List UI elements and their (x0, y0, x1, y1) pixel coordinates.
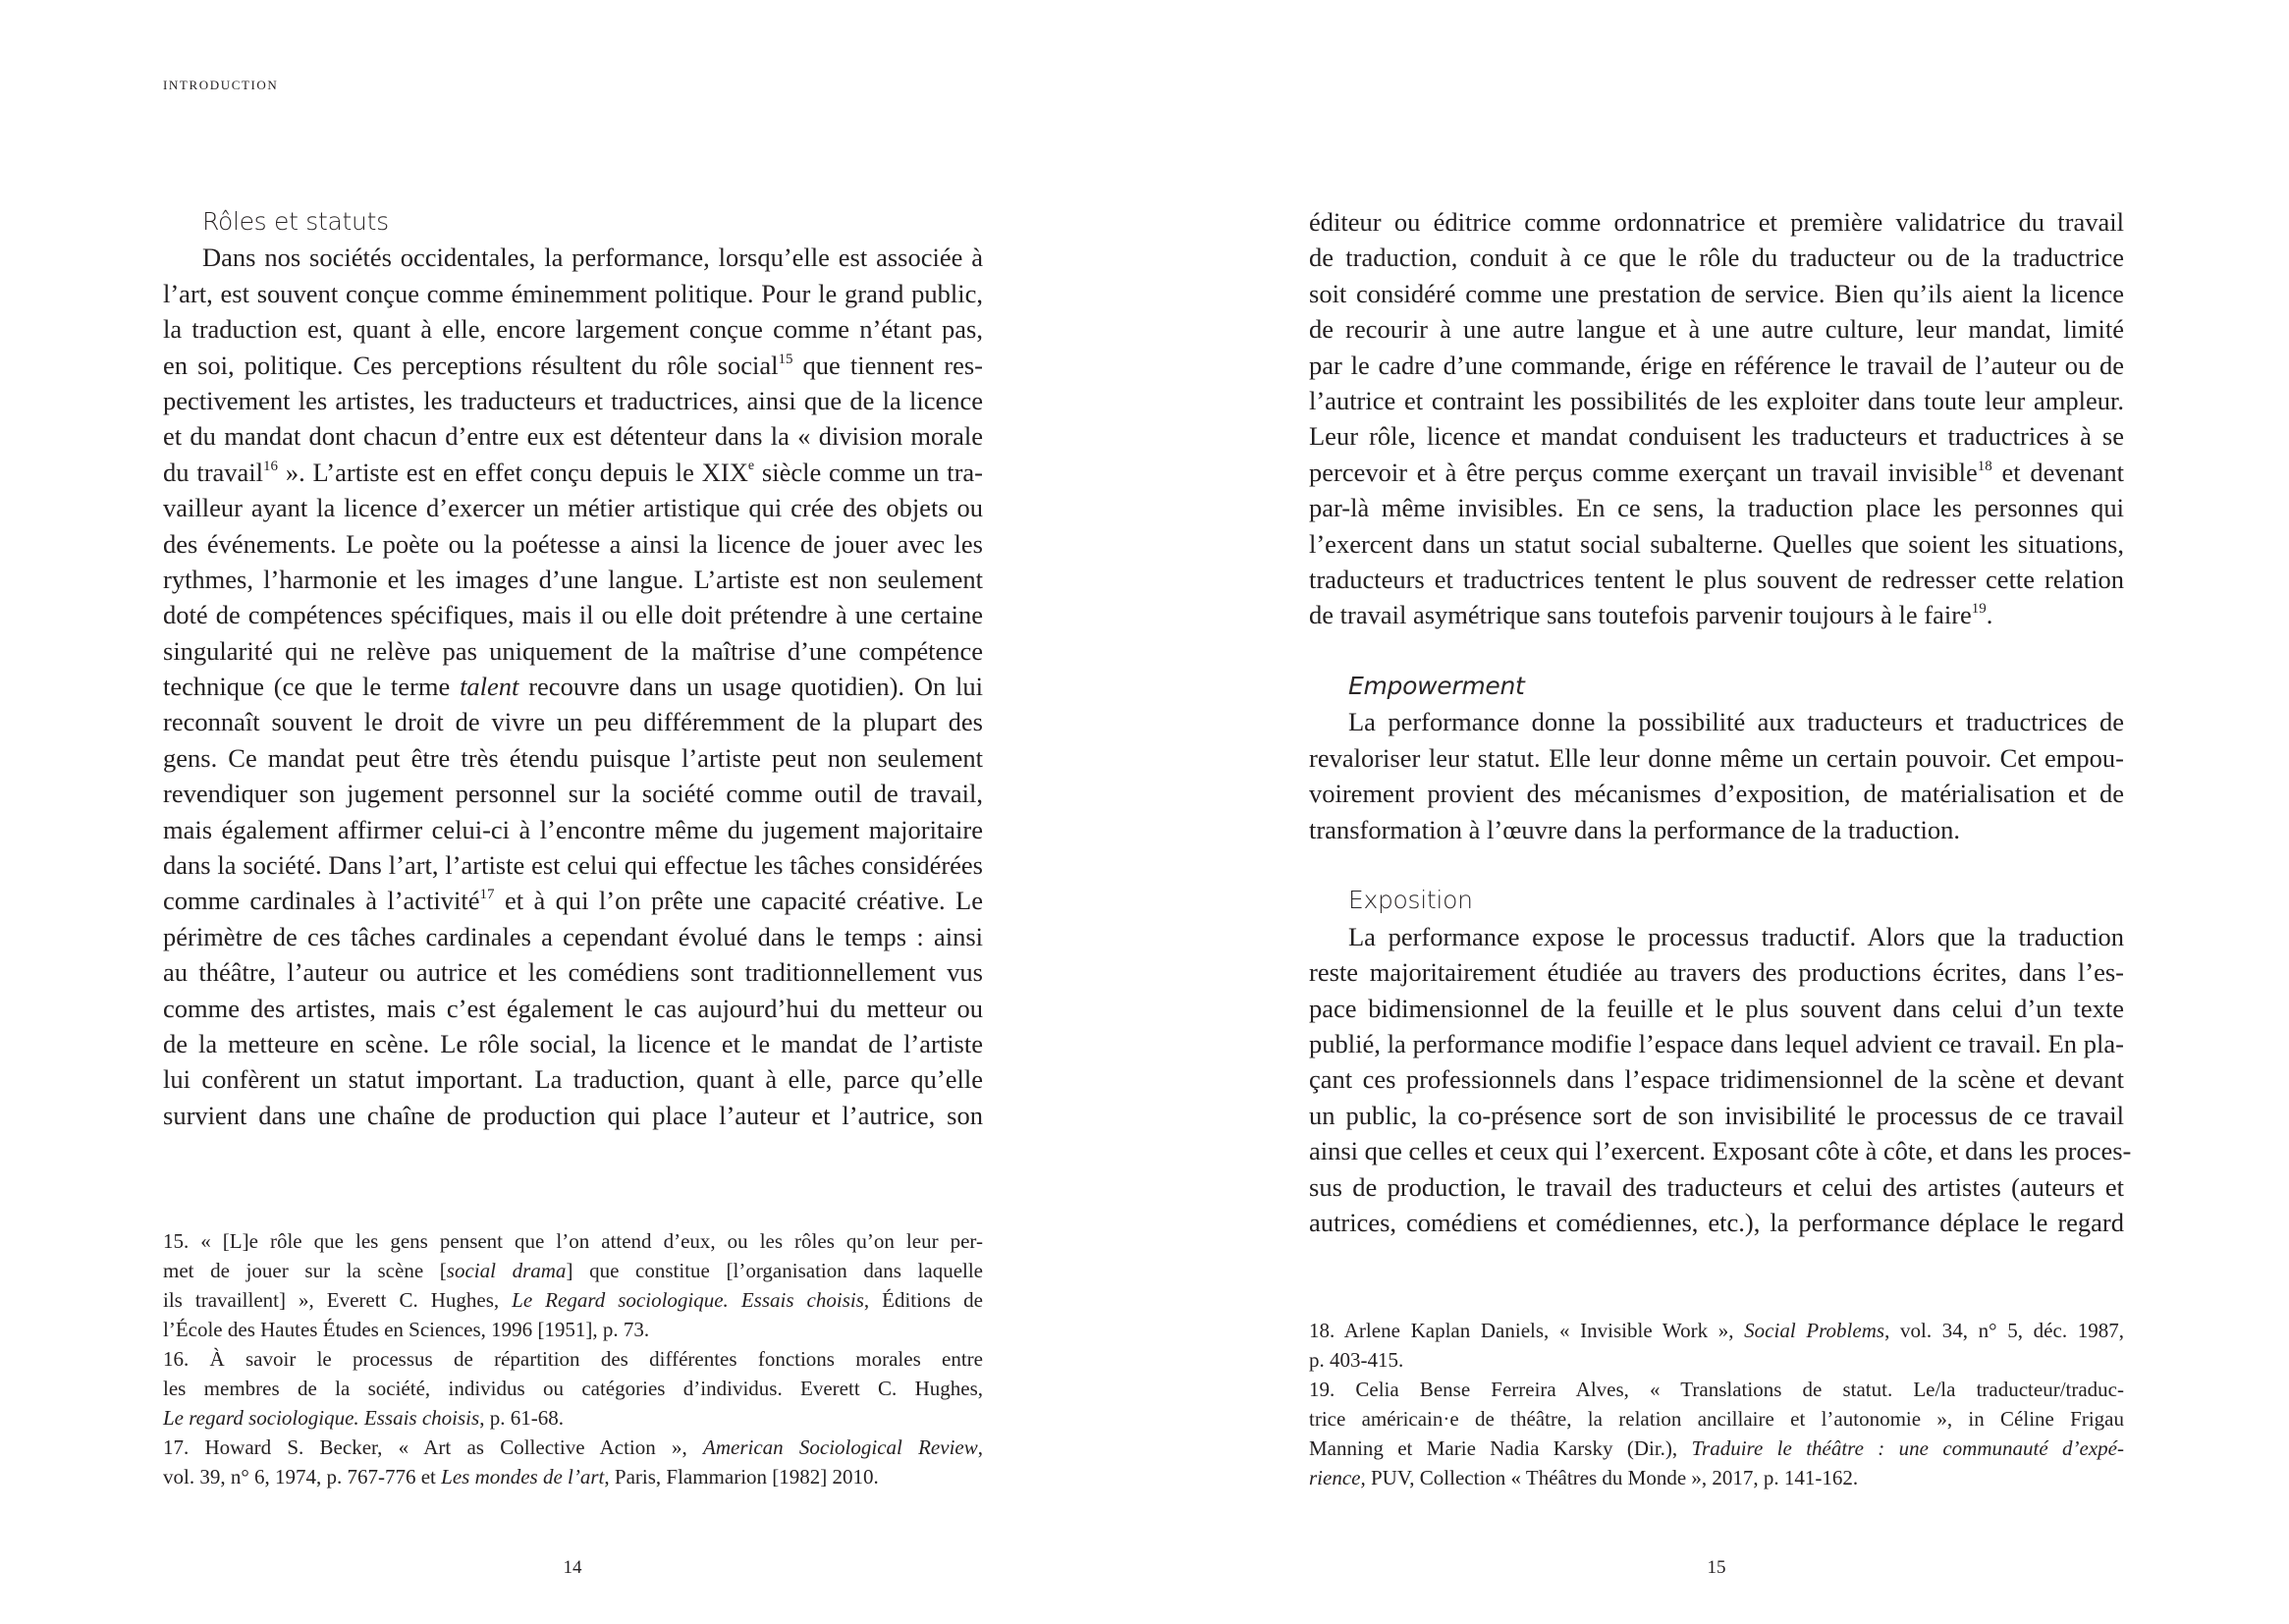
body-line (1309, 1098, 2124, 1133)
body-line (163, 669, 983, 704)
footnote-line (1309, 1375, 2124, 1404)
text-run: de travail asymétrique sans toutefois parvenir toujours à le faire (1309, 600, 1972, 630)
text-run: percevoir et à être perçus comme exerçant un travail invisible (1309, 457, 1978, 487)
italic-text: Le Regard sociologique. Essais choisis (512, 1288, 864, 1312)
text-run: mais également affirmer celui-ci à l’encontre même du jugement majoritaire (163, 814, 983, 844)
text-run: survient dans une chaîne de production qui place l’auteur et l’autrice, son (163, 1100, 983, 1130)
text-run: La performance donne la possibilité aux traducteurs et traductrices de (1348, 707, 2124, 737)
text-run: pace bidimensionnel de la feuille et le plus souvent dans celui d’un texte (1309, 993, 2124, 1023)
text-run: p. 403-415. (1309, 1348, 1404, 1372)
text-run: ] que constitue [l’organisation dans laquelle (566, 1259, 984, 1282)
body-line (163, 633, 983, 669)
body-line (163, 490, 983, 525)
body-line (163, 240, 983, 275)
body-line (163, 597, 983, 632)
text-run: 16. À savoir le processus de répartition des différentes fonctions morales entre (163, 1347, 983, 1371)
text-run: rythmes, l’harmonie et les images d’une langue. L’artiste est non seulement (163, 564, 983, 594)
text-run: par-là même invisibles. En ce sens, la traduction place les personnes qui (1309, 493, 2124, 523)
text-run: au théâtre, l’auteur ou autrice et les comédiens sont traditionnellement vus (163, 957, 983, 988)
body-line (163, 812, 983, 847)
footnote-line (163, 1315, 983, 1344)
text-run: des événements. Le poète ou la poétesse a ainsi la licence de jouer avec les (163, 528, 983, 559)
text-run: siècle comme un tra- (754, 457, 983, 487)
body-line (1309, 455, 2124, 490)
text-run: , vol. 34, n° 5, déc. 1987, (1884, 1319, 2124, 1342)
body-line (163, 883, 983, 918)
footnote-line (163, 1462, 983, 1491)
text-run: voirement provient des mécanismes d’exposition, de matérialisation et de (1309, 779, 2124, 809)
body-line (163, 348, 983, 383)
text-run: , Éditions de (863, 1288, 983, 1312)
text-run: ils travaillent] », Everett C. Hughes, (163, 1288, 513, 1312)
text-run: que tiennent res- (792, 350, 983, 380)
text-run: . (1986, 600, 1993, 630)
text-run: comme des artistes, mais c’est également le cas aujourd’hui du metteur ou (163, 993, 983, 1023)
body-line (163, 919, 983, 954)
italic-text: Traduire le théâtre : une communauté d’expé- (1691, 1436, 2124, 1460)
text-run: sus de production, le travail des traducteurs et celui des artistes (auteurs et (1309, 1171, 2124, 1202)
text-run: l’autrice et contraint les possibilités de les exploiter dans toute leur ampleur. (1309, 385, 2124, 415)
body-line (1309, 1205, 2124, 1240)
footnote-line (1309, 1404, 2124, 1434)
body-line (163, 847, 983, 883)
body-line (1309, 1169, 2124, 1205)
text-run: Leur rôle, licence et mandat conduisent les traducteurs et traductrices à se (1309, 421, 2124, 452)
body-line (1309, 812, 2124, 847)
text-run: Manning et Marie Nadia Karsky (Dir.), (1309, 1436, 1692, 1460)
body-line (1309, 562, 2124, 597)
text-run: traducteurs et traductrices tentent le plus souvent de redresser cette relation (1309, 564, 2124, 594)
text-run: gens. Ce mandat peut être très étendu puisque l’artiste peut non seulement (163, 742, 983, 773)
italic-text: Les mondes de l’art (441, 1465, 605, 1489)
left-body-text (163, 204, 983, 1133)
page-number-right: 15 (1707, 1557, 1726, 1578)
italic-text: Le regard sociologique. Essais choisis (163, 1406, 480, 1430)
body-line (1309, 597, 2124, 632)
italic-text: talent (460, 672, 519, 702)
text-run: un public, la co-présence sort de son invisibilité le processus de ce travail (1309, 1100, 2124, 1130)
text-run: doté de compétences spécifiques, mais il ou elle doit prétendre à une certaine (163, 600, 983, 630)
text-run: l’École des Hautes Études en Sciences, 1996 [1951], p. 73. (163, 1318, 650, 1341)
footnote-line (1309, 1345, 2124, 1375)
text-run: transformation à l’œuvre dans la performance de la traduction. (1309, 814, 1960, 844)
paragraph-gap (1309, 633, 2124, 669)
body-line (1309, 1061, 2124, 1097)
text-run: recouvre dans un usage quotidien). On lui (518, 672, 983, 702)
body-line (1309, 418, 2124, 454)
body-line (1309, 490, 2124, 525)
body-line (163, 776, 983, 811)
text-run: autrices, comédiens et comédiennes, etc.), la performance déplace le regard (1309, 1207, 2124, 1237)
text-run: et devenant (1991, 457, 2124, 487)
text-run: , (977, 1435, 983, 1459)
text-run: et du mandat dont chacun d’entre eux est détenteur dans la « division morale (163, 421, 983, 452)
section-heading: Empowerment (1348, 672, 1525, 701)
text-run: soit considéré comme une prestation de service. Bien qu’ils aient la licence (1309, 278, 2124, 308)
left-footnotes (163, 1226, 983, 1491)
body-line (1309, 991, 2124, 1026)
text-run: revendiquer son jugement personnel sur la société comme outil de travail, (163, 779, 983, 809)
footnote-line (163, 1226, 983, 1256)
text-run: l’art, est souvent conçue comme éminemment politique. Pour le grand public, (163, 278, 983, 308)
body-line (1309, 204, 2124, 240)
text-run: et à qui l’on prête une capacité créative. Le (494, 886, 983, 916)
body-line (163, 954, 983, 990)
text-run: pectivement les artistes, les traducteurs et traductrices, ainsi que de la licence (163, 385, 983, 415)
text-run: ». L’artiste est en effet conçu depuis le XIX (278, 457, 748, 487)
text-run: du travail (163, 457, 264, 487)
body-line (163, 740, 983, 776)
text-run: 19. Celia Bense Ferreira Alves, « Translations de statut. Le/la traducteur/traduc- (1309, 1378, 2124, 1401)
left-page (0, 0, 1144, 1624)
text-run: 18. Arlene Kaplan Daniels, « Invisible Work », (1309, 1319, 1745, 1342)
paragraph-gap (1309, 847, 2124, 883)
footnote-line (163, 1374, 983, 1403)
body-line (1309, 526, 2124, 562)
text-run: 15. « [L]e rôle que les gens pensent que l’on attend d’eux, ou les rôles qu’on leur per- (163, 1229, 983, 1253)
body-line (1309, 240, 2124, 275)
text-run: met de jouer sur la scène [ (163, 1259, 447, 1282)
body-line (163, 276, 983, 311)
text-run: l’exercent dans un statut social subalterne. Quelles que soient les situations, (1309, 528, 2124, 559)
footnote-ref: e (747, 458, 755, 473)
body-line (163, 311, 983, 347)
body-line (1309, 311, 2124, 347)
body-line (1309, 776, 2124, 811)
running-head: introduction (163, 74, 279, 94)
text-run: technique (ce que le terme (163, 672, 461, 702)
footnote-line (163, 1344, 983, 1374)
text-run: les membres de la société, individus ou catégories d’individus. Everett C. Hughes, (163, 1377, 983, 1400)
text-run: éditeur ou éditrice comme ordonnatrice et première validatrice du travail (1309, 207, 2124, 237)
text-run: dans la société. Dans l’art, l’artiste est celui qui effectue les tâches considérées (163, 850, 983, 881)
text-run: La performance expose le processus traductif. Alors que la traduction (1348, 921, 2124, 951)
text-run: reconnaît souvent le droit de vivre un peu différemment de la plupart des (163, 707, 983, 737)
text-run: la traduction est, quant à elle, encore largement conçue comme n’étant pas, (163, 314, 983, 345)
text-run: de recourir à une autre langue et à une autre culture, leur mandat, limité (1309, 314, 2124, 345)
body-line (1309, 740, 2124, 776)
text-run: vailleur ayant la licence d’exercer un métier artistique qui crée des objets ou (163, 493, 983, 523)
body-line (163, 704, 983, 739)
text-run: périmètre de ces tâches cardinales a cependant évolué dans le temps : ainsi (163, 921, 983, 951)
text-run: çant ces professionnels dans l’espace tridimensionnel de la scène et devant (1309, 1064, 2124, 1095)
section-heading: Exposition (1348, 886, 1473, 915)
text-run: en soi, politique. Ces perceptions résultent du rôle social (163, 350, 779, 380)
body-line (163, 383, 983, 418)
italic-text: Social Problems (1744, 1319, 1885, 1342)
right-footnotes (1309, 1316, 2124, 1492)
section-heading: Rôles et statuts (202, 207, 389, 236)
body-line (163, 991, 983, 1026)
italic-text: American Sociological Review (703, 1435, 978, 1459)
body-line (163, 562, 983, 597)
footnote-line (1309, 1463, 2124, 1492)
footnote-ref: 19 (1971, 601, 1987, 618)
text-run: , Paris, Flammarion [1982] 2010. (604, 1465, 879, 1489)
body-line (1309, 954, 2124, 990)
right-page (1145, 0, 2289, 1624)
footnote-line (163, 1256, 983, 1285)
text-run: comme cardinales à l’activité (163, 886, 480, 916)
text-run: vol. 39, n° 6, 1974, p. 767-776 et (163, 1465, 442, 1489)
footnote-ref: 15 (778, 351, 793, 367)
body-line (163, 1026, 983, 1061)
body-line (1309, 276, 2124, 311)
text-run: reste majoritairement étudiée au travers des productions écrites, dans l’es- (1309, 957, 2124, 988)
body-line (1309, 383, 2124, 418)
body-line (1309, 348, 2124, 383)
text-run: singularité qui ne relève pas uniquement de la maîtrise d’une compétence (163, 635, 983, 666)
text-run: PUV, Collection « Théâtres du Monde », 2017, p. 141-162. (1365, 1466, 1859, 1489)
text-run: de traduction, conduit à ce que le rôle du traducteur ou de la traductrice (1309, 243, 2124, 273)
text-run: revaloriser leur statut. Elle leur donne même un certain pouvoir. Cet empou- (1309, 742, 2124, 773)
footnote-ref: 16 (263, 458, 279, 474)
italic-text: rience, (1309, 1466, 1366, 1489)
body-line (163, 455, 983, 490)
footnote-ref: 18 (1977, 458, 1992, 474)
footnote-line (1309, 1434, 2124, 1463)
text-run: ainsi que celles et ceux qui l’exercent. Exposant côte à côte, et dans les proces- (1309, 1136, 2132, 1166)
text-run: trice américain·e de théâtre, la relation ancillaire et l’autonomie », in Céline Frigau (1309, 1407, 2124, 1431)
body-line (163, 1098, 983, 1133)
text-run: de la metteure en scène. Le rôle social, la licence et le mandat de l’artiste (163, 1028, 983, 1058)
right-body-text (1309, 204, 2132, 1240)
body-line (1309, 704, 2124, 739)
body-line (1309, 1133, 2132, 1168)
body-line (163, 418, 983, 454)
text-run: , p. 61-68. (479, 1406, 564, 1430)
footnote-line (163, 1285, 983, 1315)
text-run: lui confèrent un statut important. La traduction, quant à elle, parce qu’elle (163, 1064, 983, 1095)
italic-text: social drama (446, 1259, 567, 1282)
body-line (1309, 1026, 2124, 1061)
text-run: 17. Howard S. Becker, « Art as Collective Action », (163, 1435, 703, 1459)
body-line (1309, 919, 2124, 954)
text-run: publié, la performance modifie l’espace dans lequel advient ce travail. En pla- (1309, 1028, 2124, 1058)
page-number-left: 14 (563, 1557, 582, 1578)
text-run: par le cadre d’une commande, érige en référence le travail de l’auteur ou de (1309, 350, 2124, 380)
footnote-line (163, 1403, 983, 1433)
footnote-ref: 17 (479, 887, 495, 903)
body-line (163, 1061, 983, 1097)
footnote-line (163, 1433, 983, 1462)
body-line (163, 526, 983, 562)
footnote-line (1309, 1316, 2124, 1345)
text-run: Dans nos sociétés occidentales, la performance, lorsqu’elle est associée à (202, 243, 983, 273)
